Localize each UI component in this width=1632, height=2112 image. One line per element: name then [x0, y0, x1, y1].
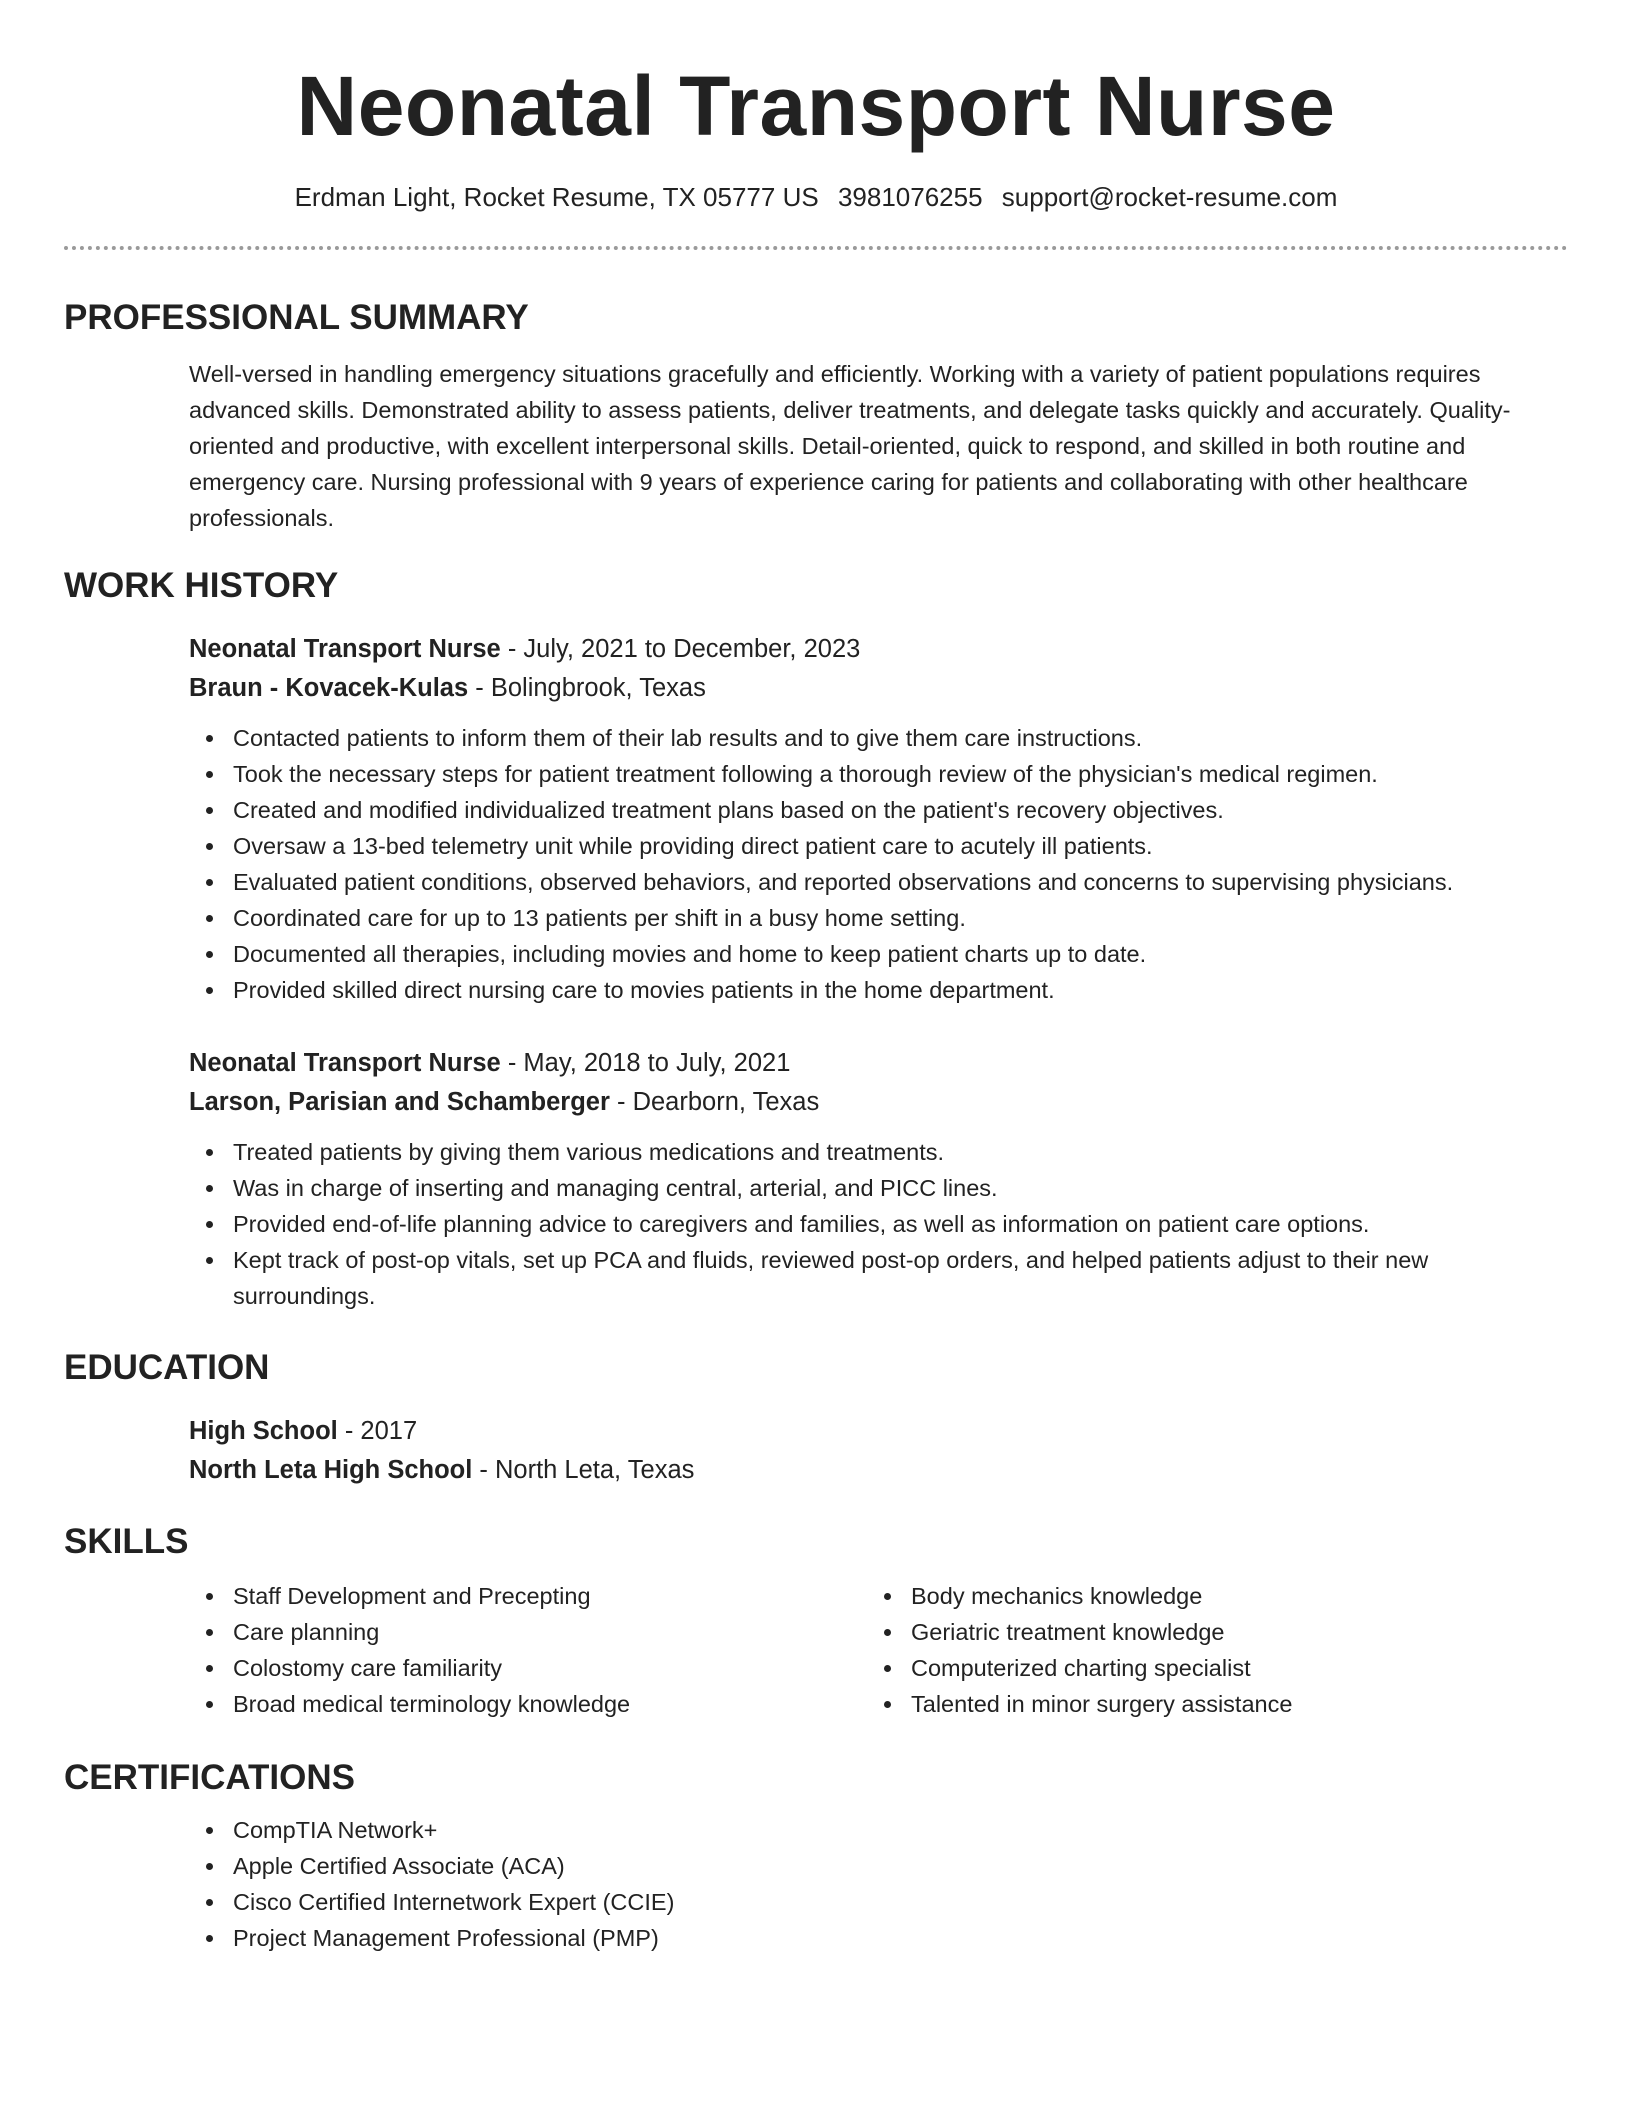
summary-text: Well-versed in handling emergency situations gracefully and efficiently. Working with a variety of patient populations requires advanced skills. Demonstrated ability to assess patients, deliver treatments, and delegate tasks quickly and accurately. Quality-oriented and productive, with excellent interpersonal skills. Detail-oriented, quick to respond, and skilled in both routine and emergency care. Nursing professional with 9 years of experience caring for patients and collaborating with other healthcare professionals.	[189, 361, 1511, 531]
list-item: Took the necessary steps for patient treatment following a thorough review of the physician's medical regimen.	[189, 756, 1568, 792]
education-degree-line	[189, 1412, 1568, 1451]
skill-item: Talented in minor surgery assistance	[867, 1686, 1545, 1722]
contact-email: support@rocket-resume.com	[1001, 182, 1338, 212]
job-entry	[189, 1044, 1568, 1314]
education-school: North Leta High School	[189, 1456, 473, 1484]
list-item: Treated patients by giving them various medications and treatments.	[189, 1134, 1568, 1170]
section-title-work-history: WORK HISTORY	[64, 566, 339, 605]
job-location: - Dearborn, Texas	[609, 1088, 820, 1116]
job-company: Larson, Parisian and Schamberger	[189, 1088, 610, 1116]
skill-item: Broad medical terminology knowledge	[189, 1686, 867, 1722]
contact-address: Erdman Light, Rocket Resume, TX 05777 US	[294, 182, 819, 212]
list-item: Created and modified individualized treatment plans based on the patient's recovery objectives.	[189, 792, 1568, 828]
resume-name: Neonatal Transport Nurse	[296, 59, 1336, 153]
header-divider	[64, 246, 1568, 250]
skill-item: Body mechanics knowledge	[867, 1578, 1545, 1614]
job-title-line	[189, 1044, 1568, 1083]
job-role: Neonatal Transport Nurse	[189, 1049, 501, 1077]
job-company-line	[189, 669, 1568, 708]
skills-list-left	[189, 1578, 867, 1722]
certification-item: Apple Certified Associate (ACA)	[189, 1848, 1568, 1884]
skill-item: Geriatric treatment knowledge	[867, 1614, 1545, 1650]
skill-item: Computerized charting specialist	[867, 1650, 1545, 1686]
certification-item: Project Management Professional (PMP)	[189, 1920, 1568, 1956]
list-item: Provided skilled direct nursing care to movies patients in the home department.	[189, 972, 1568, 1008]
job-bullets	[189, 1134, 1568, 1314]
list-item: Kept track of post-op vitals, set up PCA and fluids, reviewed post-op orders, and helped patients adjust to their new surroundings.	[189, 1242, 1568, 1314]
skills-grid	[189, 1578, 1568, 1722]
job-role: Neonatal Transport Nurse	[189, 635, 501, 663]
job-dates: - July, 2021 to December, 2023	[500, 635, 861, 663]
list-item: Contacted patients to inform them of their lab results and to give them care instructions.	[189, 720, 1568, 756]
skill-item: Care planning	[189, 1614, 867, 1650]
job-location: - Bolingbrook, Texas	[468, 674, 706, 702]
skill-item: Staff Development and Precepting	[189, 1578, 867, 1614]
list-item: Coordinated care for up to 13 patients per shift in a busy home setting.	[189, 900, 1568, 936]
job-entry	[189, 630, 1568, 1008]
section-title-skills: SKILLS	[64, 1522, 189, 1561]
education-degree: High School	[189, 1417, 338, 1445]
certification-item: Cisco Certified Internetwork Expert (CCIE)	[189, 1884, 1568, 1920]
list-item: Evaluated patient conditions, observed behaviors, and reported observations and concerns to supervising physicians.	[189, 864, 1568, 900]
job-company: Braun - Kovacek-Kulas	[189, 674, 469, 702]
education-school-line	[189, 1451, 1568, 1490]
job-company-line	[189, 1083, 1568, 1122]
contact-phone: 3981076255	[837, 182, 983, 212]
section-title-summary: PROFESSIONAL SUMMARY	[64, 298, 529, 337]
job-title-line	[189, 630, 1568, 669]
list-item: Was in charge of inserting and managing central, arterial, and PICC lines.	[189, 1170, 1568, 1206]
education-entry	[64, 1412, 1568, 1490]
section-title-certifications: CERTIFICATIONS	[64, 1758, 356, 1797]
contact-line	[64, 180, 1568, 214]
certification-item: CompTIA Network+	[189, 1812, 1568, 1848]
section-title-education: EDUCATION	[64, 1348, 270, 1387]
job-bullets	[189, 720, 1568, 1008]
skill-item: Colostomy care familiarity	[189, 1650, 867, 1686]
job-dates: - May, 2018 to July, 2021	[500, 1049, 791, 1077]
list-item: Documented all therapies, including movies and home to keep patient charts up to date.	[189, 936, 1568, 972]
education-year: - 2017	[337, 1417, 418, 1445]
education-location: - North Leta, Texas	[472, 1456, 695, 1484]
certifications-list	[189, 1812, 1568, 1956]
skills-list-right	[867, 1578, 1545, 1722]
list-item: Oversaw a 13-bed telemetry unit while providing direct patient care to acutely ill patients.	[189, 828, 1568, 864]
list-item: Provided end-of-life planning advice to caregivers and families, as well as information on patient care options.	[189, 1206, 1568, 1242]
